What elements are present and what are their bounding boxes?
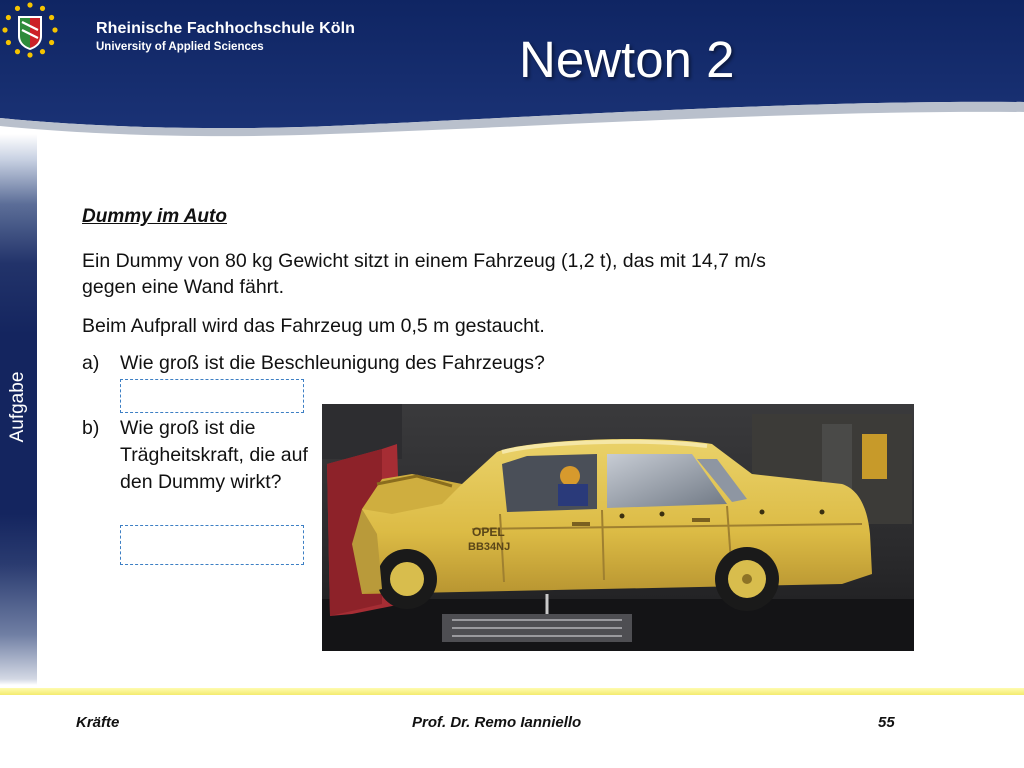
car-brand-label: OPEL	[472, 525, 505, 539]
answer-box-b[interactable]	[120, 525, 304, 565]
university-logo	[0, 0, 60, 60]
task-heading: Dummy im Auto	[82, 206, 227, 227]
header-banner	[0, 0, 1024, 140]
footer-line	[0, 688, 1024, 695]
task-paragraph-1: Ein Dummy von 80 kg Gewicht sitzt in einem Fahrzeug (1,2 t), das mit 14,7 m/s gegen eine Wand fährt.	[82, 250, 766, 298]
slide-title: Newton 2	[519, 31, 735, 88]
sidebar-label: Aufgabe	[7, 371, 28, 443]
footer-author: Prof. Dr. Remo Ianniello	[412, 714, 582, 731]
footer-topic: Kräfte	[76, 714, 120, 731]
answer-box-a[interactable]	[120, 379, 304, 413]
question-a-label: a)	[82, 352, 100, 374]
task-paragraph-2: Beim Aufprall wird das Fahrzeug um 0,5 m gestaucht.	[82, 315, 545, 337]
question-b-label: b)	[82, 417, 100, 439]
car-plate-label: BB34NJ	[468, 541, 511, 553]
footer-page-number: 55	[878, 714, 895, 731]
question-b-text: Wie groß ist die Trägheitskraft, die auf den Dummy wirkt?	[120, 417, 308, 493]
question-a-text: Wie groß ist die Beschleunigung des Fahrzeugs?	[120, 352, 545, 374]
crash-test-photo	[322, 404, 914, 651]
university-subtitle: University of Applied Sciences	[96, 41, 264, 53]
university-name: Rheinische Fachhochschule Köln	[96, 20, 356, 37]
